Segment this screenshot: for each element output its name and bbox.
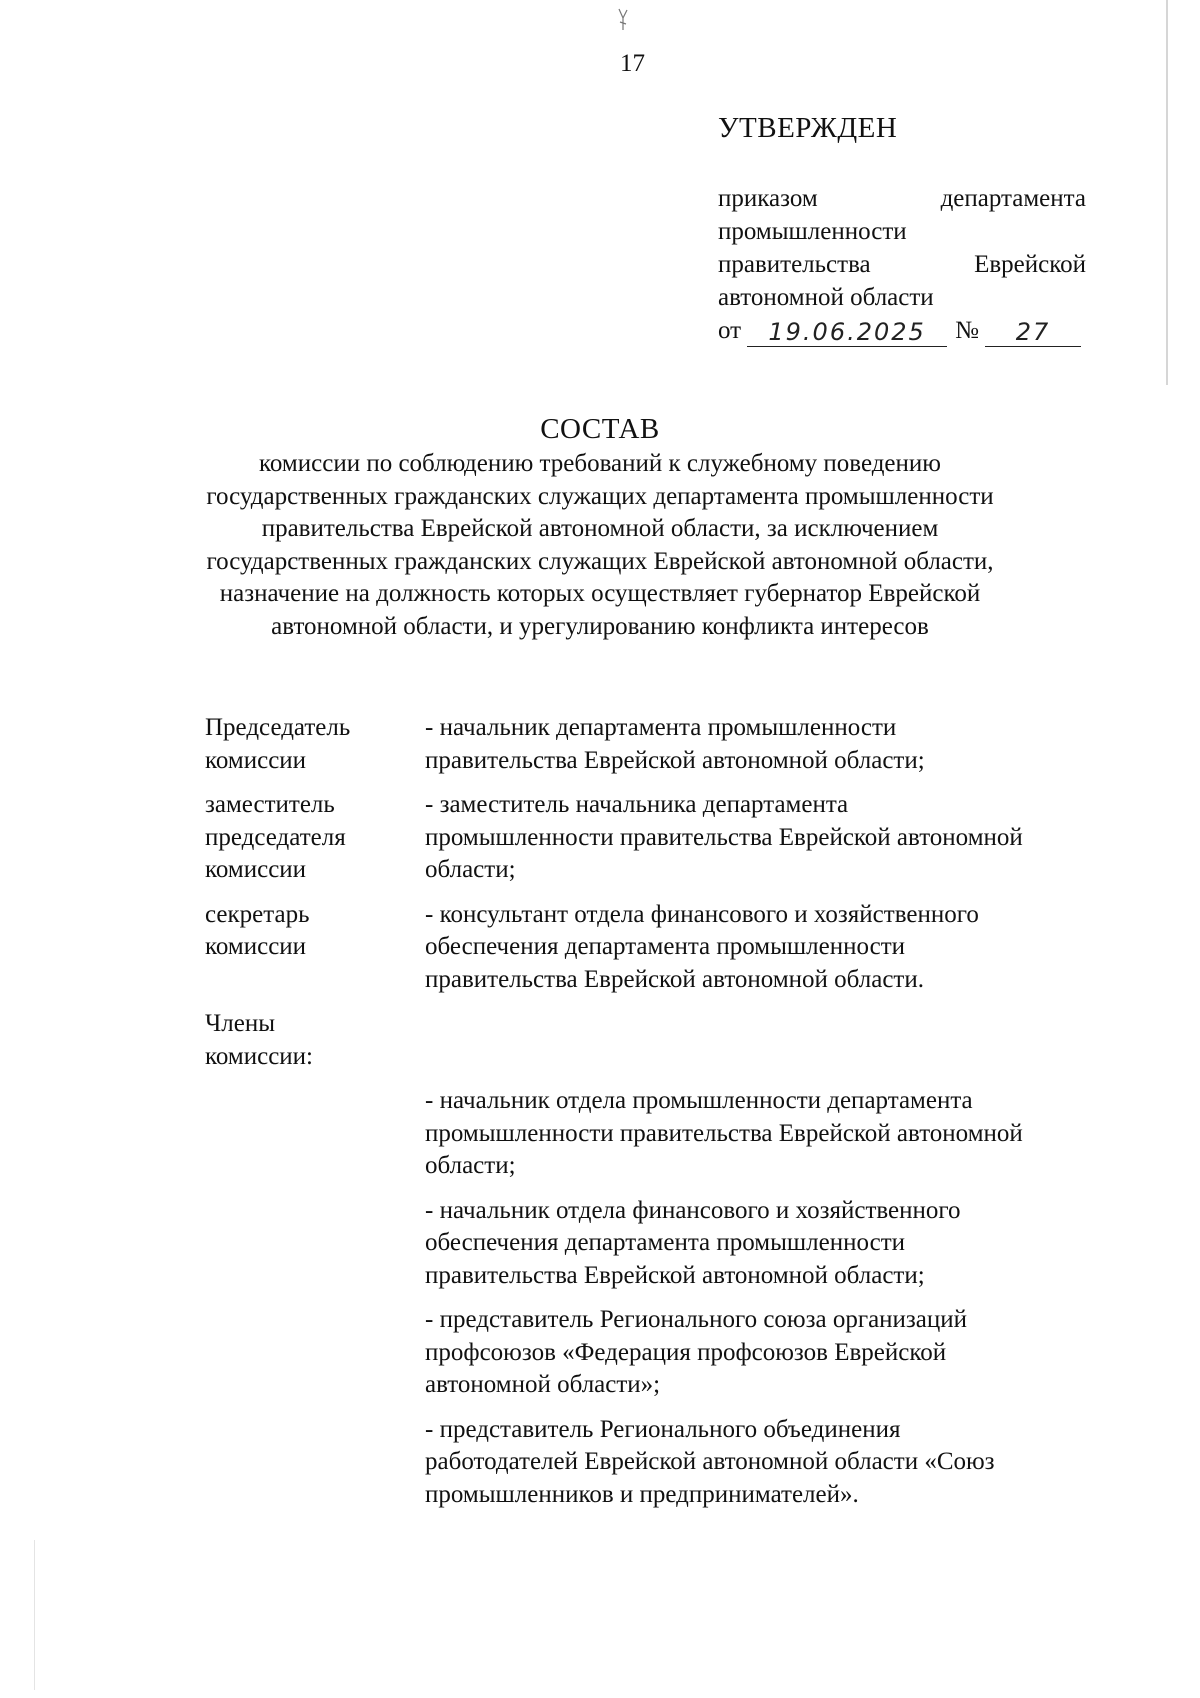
handwritten-number: 27 <box>985 318 1081 347</box>
member-description: - начальник департамента промышленности правительства Еврейской автономной области; <box>425 714 925 774</box>
member-role: заместитель председателя комиссии <box>205 791 346 883</box>
committee-member-item <box>205 1304 1085 1402</box>
member-row-secretary <box>205 899 1085 997</box>
members-heading-row <box>205 1008 1085 1073</box>
member-role: Председатель комиссии <box>205 714 351 774</box>
scan-edge-line <box>1166 0 1168 385</box>
members-heading: Члены комиссии: <box>205 1010 313 1070</box>
number-label: № <box>955 317 979 344</box>
commission-members <box>205 712 1085 1523</box>
approval-line: правительства Еврейской <box>718 251 1086 278</box>
member-description: - начальник отдела промышленности департамента промышленности правительства Еврейской автономной области; <box>425 1087 1023 1179</box>
member-description: - консультант отдела финансового и хозяйственного обеспечения департамента промышленности правительства Еврейской автономной области. <box>425 900 979 993</box>
approval-block <box>718 182 1086 347</box>
member-row-deputy <box>205 789 1085 887</box>
approval-line: автономной области <box>718 284 934 311</box>
scan-mark-icon <box>616 6 630 32</box>
date-label: от <box>718 317 742 344</box>
committee-member-item <box>205 1195 1085 1293</box>
order-date-number <box>718 314 1086 347</box>
member-role: секретарь комиссии <box>205 900 310 960</box>
committee-member-item <box>205 1414 1085 1512</box>
document-title: СОСТАВ <box>540 413 660 445</box>
approval-line: промышленности <box>718 218 907 245</box>
member-description: - начальник отдела финансового и хозяйственного обеспечения департамента промышленности правительства Еврейской автономной области; <box>425 1196 961 1289</box>
committee-member-item <box>205 1085 1085 1183</box>
member-description: - представитель Регионального союза организаций профсоюзов «Федерация профсоюзов Еврейской автономной области»; <box>425 1306 968 1398</box>
member-row-chair <box>205 712 1085 777</box>
member-description: - представитель Регионального объединения работодателей Еврейской автономной области «Союз промышленников и предпринимателей». <box>425 1415 995 1508</box>
scan-edge-line <box>34 1540 35 1690</box>
document-subtitle: комиссии по соблюдению требований к служебному поведению государственных гражданских служащих департамента промышленности правительства Еврейской автономной области, за исключением государственных гражданских служащих Еврейской автономной области, назначение на должность которых осуществляет губернатор Еврейской автономной области, и урегулированию конфликта интересов <box>206 450 994 640</box>
approval-line: приказом департамента <box>718 185 1086 212</box>
handwritten-date: 19.06.2025 <box>747 318 947 347</box>
approval-heading: УТВЕРЖДЕН <box>718 112 898 144</box>
member-description: - заместитель начальника департамента промышленности правительства Еврейской автономной области; <box>425 791 1023 883</box>
page-number: 17 <box>620 50 645 77</box>
